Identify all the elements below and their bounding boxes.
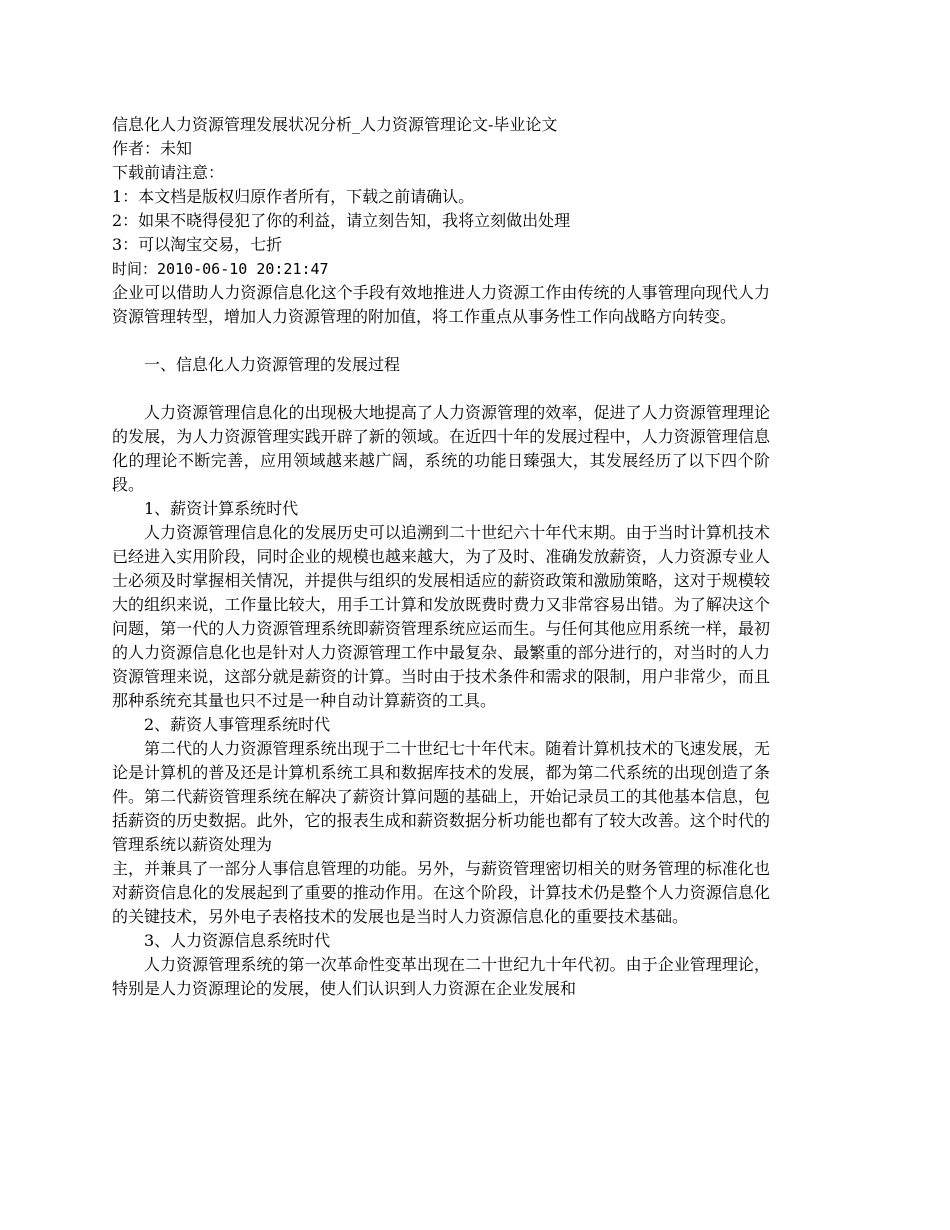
subsection-1-paragraph: 人力资源管理信息化的发展历史可以追溯到二十世纪六十年代末期。由于当时计算机技术已经进入实用阶段，同时企业的规模也越来越大，为了及时、准确发放薪资，人力资源专业人士必须及时掌握相关情况，并提供与组织的发展相适应的薪资政策和激励策略，这对于规模较大的组织来说，工作量比较大，用手工计算和发放既费时费力又非常容易出错。为了解决这个问题，第一代的人力资源管理系统即薪资管理系统应运而生。与任何其他应用系统一样，最初的人力资源信息化也是针对人力资源管理工作中最复杂、最繁重的部分进行的，对当时的人力资源管理来说，这部分就是薪资的计算。当时由于技术条件和需求的限制，用户非常少，而且那种系统充其量也只不过是一种自动计算薪资的工具。 xyxy=(112,523,770,710)
notice-item-3: 3：可以淘宝交易，七折 xyxy=(112,235,283,254)
document-page xyxy=(112,113,770,1001)
timestamp-line: 时间：2010-06-10 20:21:47 xyxy=(112,260,329,278)
notice-item-2: 2：如果不晓得侵犯了你的利益，请立刻告知，我将立刻做出处理 xyxy=(112,211,571,230)
subsection-heading-3: 3、人力资源信息系统时代 xyxy=(144,931,331,950)
document-title: 信息化人力资源管理发展状况分析_人力资源管理论文-毕业论文 xyxy=(112,115,558,134)
section-1-paragraph: 人力资源管理信息化的出现极大地提高了人力资源管理的效率，促进了人力资源管理理论的发展，为人力资源管理实践开辟了新的领域。在近四十年的发展过程中，人力资源管理信息化的理论不断完善，应用领域越来越广阔，系统的功能日臻强大，其发展经历了以下四个阶段。 xyxy=(112,403,770,494)
subsection-3-paragraph: 人力资源管理系统的第一次革命性变革出现在二十世纪九十年代初。由于企业管理理论，特别是人力资源理论的发展，使人们认识到人力资源在企业发展和 xyxy=(112,955,770,998)
subsection-2-paragraph-a: 第二代的人力资源管理系统出现于二十世纪七十年代末。随着计算机技术的飞速发展，无论是计算机的普及还是计算机系统工具和数据库技术的发展，都为第二代系统的出现创造了条件。第二代薪资管理系统在解决了薪资计算问题的基础上，开始记录员工的其他基本信息，包括薪资的历史数据。此外，它的报表生成和薪资数据分析功能也都有了较大改善。这个时代的管理系统以薪资处理为 xyxy=(112,739,770,854)
intro-paragraph: 企业可以借助人力资源信息化这个手段有效地推进人力资源工作由传统的人事管理向现代人力资源管理转型，增加人力资源管理的附加值，将工作重点从事务性工作向战略方向转变。 xyxy=(112,283,770,326)
subsection-2-paragraph-b: 主，并兼具了一部分人事信息管理的功能。另外，与薪资管理密切相关的财务管理的标准化也对薪资信息化的发展起到了重要的推动作用。在这个阶段，计算技术仍是整个人力资源信息化的关键技术，另外电子表格技术的发展也是当时人力资源信息化的重要技术基础。 xyxy=(112,859,770,926)
notice-item-1: 1：本文档是版权归原作者所有，下载之前请确认。 xyxy=(112,187,475,206)
notice-heading: 下载前请注意： xyxy=(112,163,225,182)
author-line: 作者：未知 xyxy=(112,139,193,158)
subsection-heading-2: 2、薪资人事管理系统时代 xyxy=(144,715,331,734)
subsection-heading-1: 1、薪资计算系统时代 xyxy=(144,499,299,518)
section-heading-1: 一、信息化人力资源管理的发展过程 xyxy=(144,355,401,374)
